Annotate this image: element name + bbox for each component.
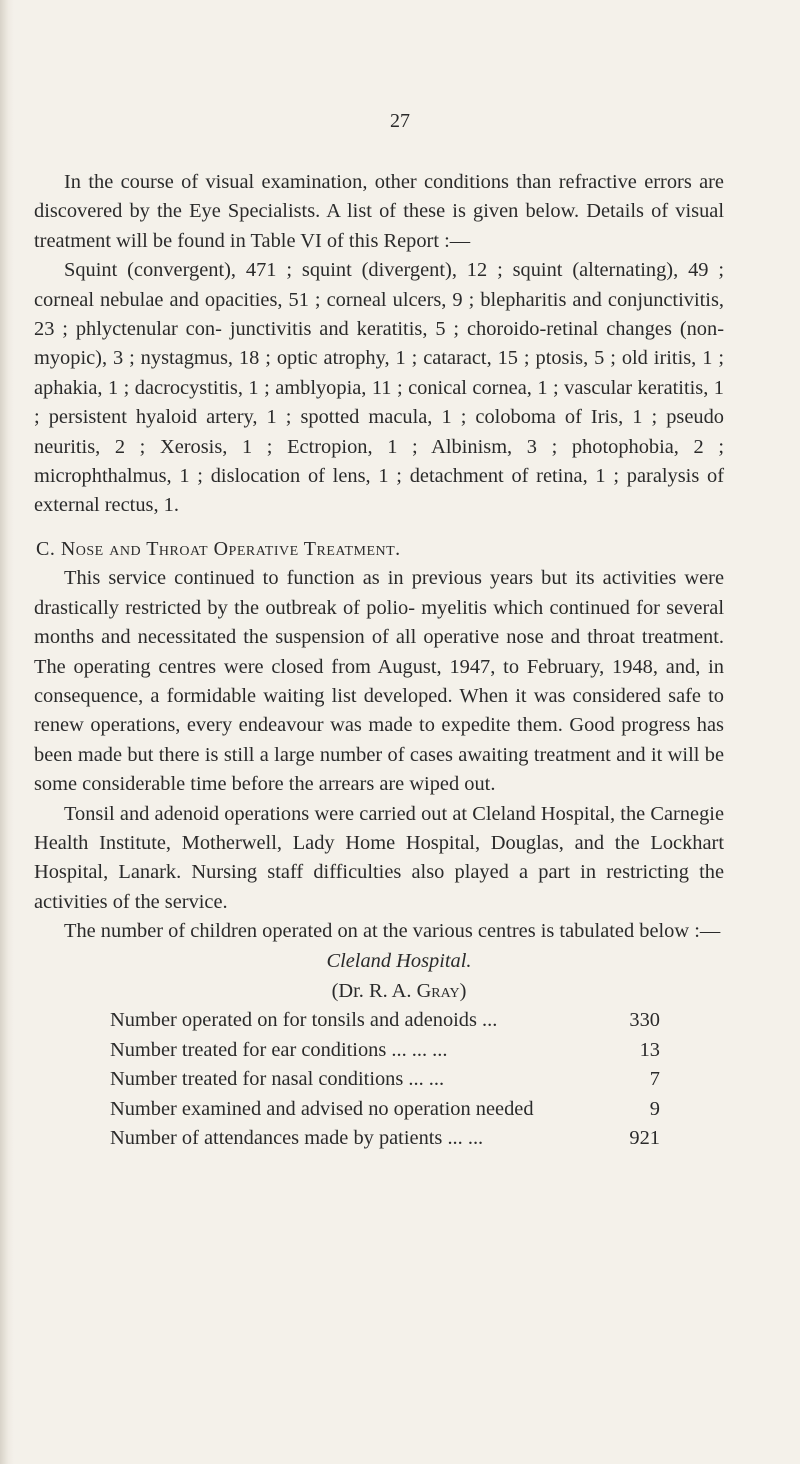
table-row (110, 1065, 660, 1095)
row-value: 330 (629, 1008, 660, 1031)
table-row (110, 1095, 660, 1125)
row-label: Number treated for nasal conditions ... ... (110, 1068, 445, 1091)
paragraph-tabulated: The number of children operated on at the various centres is tabulated below :— (64, 920, 721, 943)
paragraph-tonsil: Tonsil and adenoid operations were carried out at Cleland Hospital, the Carnegie Health Institute, Motherwell, Lady Home Hospital, Douglas, and the Lockhart Hospital, Lanark. Nursing staff difficulties also played a part in restricting the activities of the service. (34, 802, 724, 913)
row-label: Number of attendances made by patients ... ... (110, 1127, 484, 1150)
row-value: 9 (649, 1097, 660, 1120)
document-body (34, 168, 724, 1154)
row-value: 921 (629, 1127, 660, 1150)
table-title: Cleland Hospital. (326, 949, 472, 972)
row-label: Number examined and advised no operation needed (110, 1097, 534, 1120)
paragraph-service: This service continued to function as in previous years but its activities were drastically restricted by the outbreak of polio- myelitis which continued for several months and necessitated the suspension of all operative nose and throat treatment. The operating centres were closed from August, 1947, to February, 1948, and, in consequence, a formidable waiting list developed. When it was considered safe to renew operations, every endeavour was made to expedite them. Good progress has been made but there is still a large number of cases awaiting treatment and it will be some considerable time before the arrears are wiped out. (34, 567, 724, 796)
subtitle-prefix: (Dr. R. A. (331, 979, 417, 1002)
table-row (110, 1124, 660, 1154)
paragraph-intro: In the course of visual examination, other conditions than refractive errors are discovered by the Eye Specialists. A list of these is given below. Details of visual treatment will be found in Table VI of this Report :— (34, 171, 724, 252)
paragraph-eye-conditions: Squint (convergent), 471 ; squint (divergent), 12 ; squint (alternating), 49 ; corneal nebulae and opacities, 51 ; corneal ulcers, 9 ; blepharitis and conjunctivitis, 23 ; phlyctenular con- junctivitis and keratitis, 5 ; choroido-retinal changes (non- myopic), 3 ; nystagmus, 18 ; optic atrophy, 1 ; cataract, 15 ; ptosis, 5 ; old iritis, 1 ; aphakia, 1 ; dacrocystitis, 1 ; amblyopia, 11 ; conical cornea, 1 ; vascular keratitis, 1 ; persistent hyaloid artery, 1 ; spotted macula, 1 ; coloboma of Iris, 1 ; pseudo neuritis, 2 ; Xerosis, 1 ; Ectropion, 1 ; Albinism, 3 ; photophobia, 2 ; microphthalmus, 1 ; dislocation of lens, 1 ; detachment of retina, 1 ; paralysis of external rectus, 1. (34, 259, 724, 517)
table-row (110, 1036, 660, 1066)
row-label: Number treated for ear conditions ... ... ... (110, 1038, 448, 1061)
subtitle-suffix: ) (459, 979, 467, 1002)
row-value: 13 (639, 1038, 660, 1061)
row-value: 7 (649, 1068, 660, 1091)
section-heading: C. Nose and Throat Operative Treatment. (36, 537, 401, 560)
statistics-table (110, 1006, 660, 1154)
page-binding-shadow (0, 0, 14, 1464)
table-subtitle (74, 976, 724, 1006)
row-label: Number operated on for tonsils and adenoids ... (110, 1008, 498, 1031)
page-number: 27 (390, 110, 410, 132)
subtitle-name: Gray (416, 979, 460, 1002)
table-row (110, 1006, 660, 1036)
